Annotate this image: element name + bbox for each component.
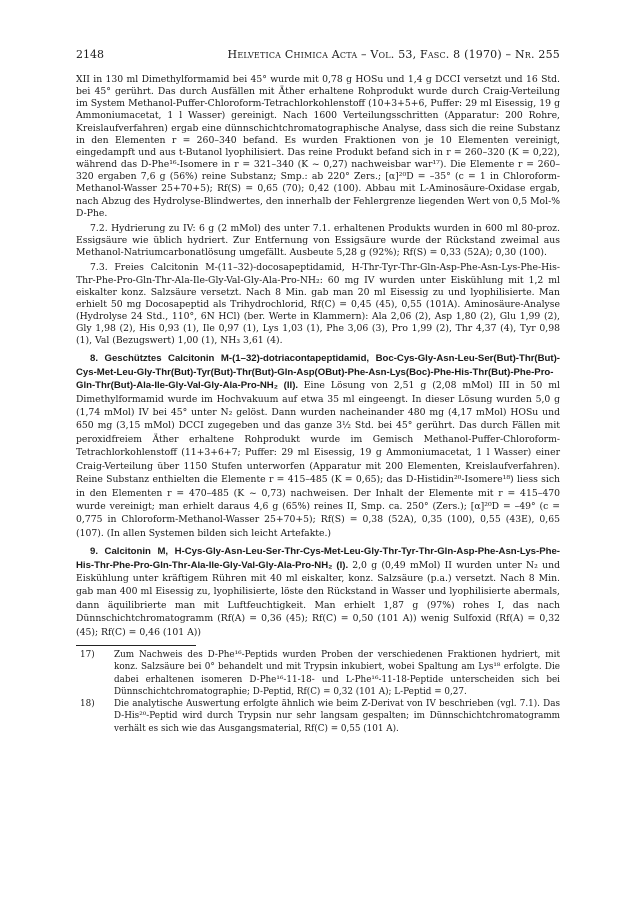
section-9-text: 2,0 g (0,49 mMol) II wurden unter N₂ und Eiskühlung unter kräftigem Rühren mit 40 ml eiskalter, konz. Salzsäure (p.a.) versetzt. Nach 8 Min. gab man 400 ml Eisessig zu, lyophilisierte, löste den Rückstand in Wasser und lyophilisierte abermals, dann äquilibrierte man mit Luftfeuchtigkeit. Man erhielt 1,87 g (97%) rohes I, das nach Dünnschichtchromatogramm (Rf(A) = 0,36 (45); Rf(C) = 0,50 (101 A)) wenig Sulfoxid (Rf(A) = 0,32 (45); Rf(C) = 0,46 (101 A)) — [76, 559, 560, 638]
paragraph-7-2-hydrogenation: 7.2. Hydrierung zu IV: 6 g (2 mMol) des unter 7.1. erhaltenen Produkts wurden in 600 ml 80-proz. Essigsäure wie üblich hydriert. Zur Entfernung von Essigsäure wurde der Rückstand zweimal aus Methanol-Natriumcarbonatlösung umgefällt. Ausbeute 5,28 g (92%); Rf(S) = 0,33 (52A); 0,30 (100). — [76, 222, 560, 259]
section-9-heading — [76, 545, 560, 639]
footnote-17 — [76, 649, 560, 698]
footnote-text: Die analytische Auswertung erfolgte ähnlich wie beim Z-Derivat von IV beschrieben (vgl. 7.1). Das D-His²⁰-Peptid wird durch Trypsin nur sehr langsam gespalten; im Dünnschichtchromatogramm verhält es sich wie das Ausgangsmaterial, Rf(C) = 0,55 (101 A). — [114, 699, 560, 734]
section-8-title: 8. Geschütztes Calcitonin M-(1–32)-dotriacontapeptidamid, Boc-Cys-Gly-Asn-Leu-Ser(But)-Thr(But)-Cys-Met-Leu-Gly-Thr(But)-Tyr(But)-Thr(But)-Gln-Asp(OBut)-Phe-Asn-Lys(Boc)-Phe-His-Thr(But)-Phe-Pro-Gln-Thr(But)-Ala-Ile-Gly-Val-Gly-Ala-Pro-NH₂ (II). — [76, 353, 560, 392]
footnote-number: 18) — [80, 699, 95, 710]
section-8-heading — [76, 352, 560, 540]
footnote-18 — [76, 698, 560, 735]
journal-citation: Helvetica Chimica Acta – Vol. 53, Fasc. 8 (1970) – Nr. 255 — [227, 48, 560, 61]
paragraph-7-3-free-calcitonin: 7.3. Freies Calcitonin M-(11–32)-docosapeptidamid, H-Thr-Tyr-Thr-Gln-Asp-Phe-Asn-Lys-Phe-His-Thr-Phe-Pro-Gln-Thr-Ala-Ile-Gly-Val-Gly-Ala-Pro-NH₂: 60 mg IV wurden unter Eiskühlung mit 1,2 ml eiskalter konz. Salzsäure versetzt. Nach 8 Min. gab man 20 ml Eisessig zu und lyophilisierte. Man erhielt 50 mg Docosapeptid als Trihydrochlorid, Rf(C) = 0,45 (45), 0,55 (101A). Aminosäure-Analyse (Hydrolyse 24 Std., 110°, 6N HCl) (ber. Werte in Klammern): Ala 2,06 (2), Asp 1,80 (2), Glu 1,99 (2), Gly 1,98 (2), His 0,93 (1), Ile 0,97 (1), Lys 1,03 (1), Phe 3,06 (3), Pro 1,99 (2), Thr 4,37 (4), Tyr 0,98 (1), Val (Bezugswert) 1,00 (1), NH₃ 3,61 (4). — [76, 262, 560, 347]
footnote-rule — [76, 645, 196, 646]
section-9-title: 9. Calcitonin M, H-Cys-Gly-Asn-Leu-Ser-Thr-Cys-Met-Leu-Gly-Thr-Tyr-Thr-Gln-Asp-Phe-Asn-Lys-Phe-His-Thr-Phe-Pro-Gln-Thr-Ala-Ile-Gly-Val-Gly-Ala-Pro-NH₂ (I). — [76, 546, 560, 571]
footnote-text: Zum Nachweis des D-Phe¹⁶-Peptids wurden Proben der verschiedenen Fraktionen hydriert, mit konz. Salzsäure bei 0° behandelt und mit Trypsin inkubiert, wobei Spaltung am Lys¹⁸ erfolgte. Die dabei erhaltenen isomeren D-Phe¹⁶-11-18- und L-Phe¹⁶-11-18-Peptide unterscheiden sich bei Dünnschichtchromatographie; D-Peptid, Rf(C) = 0,32 (101 A); L-Peptid = 0,27. — [114, 649, 560, 697]
running-header — [76, 48, 560, 61]
section-8-text: Eine Lösung von 2,51 g (2,08 mMol) III in 50 ml Dimethylformamid wurde im Hochvakuum auf etwa 35 ml eingeengt. In dieser Lösung wurden 5,0 g (1,74 mMol) IV bei 45° unter N₂ gelöst. Dann wurden nacheinander 480 mg (4,17 mMol) HOSu und 650 mg (3,15 mMol) DCCI zugegeben und das ganze 3½ Std. bei 45° gerührt. Das durch Fällen mit peroxidfreiem Äther erhaltene Rohprodukt wurde im Gemisch Methanol-Puffer-Chloroform-Tetrachlorkohlenstoff (11+3+6+7; Puffer: 29 ml Eisessig, 19 g Ammoniumacetat, 1 l Wasser) einer Craig-Verteilung über 1150 Stufen unterworfen (Apparatur mit 200 Elementen, Kreislaufverfahren). Reine Substanz enthielten die Elemente r = 415–485 (K = 0,65); das D-Histidin²⁰-Isomere¹⁸) liess sich in den Elementen r = 470–485 (K ~ 0,73) nachweisen. Der Inhalt der Elemente mit r = 415–470 wurde vereinigt; man erhielt daraus 4,6 g (65%) reines II, Smp. ca. 250° (Zers.); [α]²⁰D = –49° (c = 0,775 in Chloroform-Methanol-Wasser 25+70+5); Rf(S) = 0,38 (52A), 0,35 (100), 0,55 (43E), 0,65 (107). (In allen Systemen bilden sich leicht Artefakte.) — [76, 380, 560, 539]
page-number: 2148 — [76, 48, 104, 61]
article-body — [76, 74, 560, 735]
footnote-number: 17) — [80, 649, 95, 660]
paragraph-craig-distribution: XII in 130 ml Dimethylformamid bei 45° wurde mit 0,78 g HOSu und 1,4 g DCCI versetzt und 16 Std. bei 45° gerührt. Das durch Ausfällen mit Äther erhaltene Rohprodukt wurde durch Craig-Verteilung im System Methanol-Puffer-Chloroform-Tetrachlorkohlenstoff (10+3+5+6, Puffer: 29 ml Eisessig, 19 g Ammoniumacetat, 1 l Wasser) gereinigt. Nach 1600 Verteilungsschritten (Apparatur: 200 Rohre, Kreislaufverfahren) ergab eine dünnschichtchromatographische Analyse, dass sich die reine Substanz in den Elementen r = 260–340 befand. Es wurden Fraktionen von je 10 Elementen vereinigt, eingedampft und aus t-Butanol lyophilisiert. Das reine Produkt befand sich in r = 260–320 (K = 0,22), während das D-Phe¹⁶-Isomere in r = 321–340 (K ~ 0,27) nachweisbar war¹⁷). Die Elemente r = 260–320 ergaben 7,6 g (56%) reine Substanz; Smp.: ab 220° Zers.; [α]²⁰D = –35° (c = 1 in Chloroform-Methanol-Wasser 25+70+5); Rf(S) = 0,65 (70); 0,42 (100). Abbau mit L-Aminosäure-Oxidase ergab, nach Abzug des Hydrolyse-Blindwertes, den innerhalb der Fehlergrenze liegenden Wert von 0,5 Mol-% D-Phe. — [76, 74, 560, 219]
